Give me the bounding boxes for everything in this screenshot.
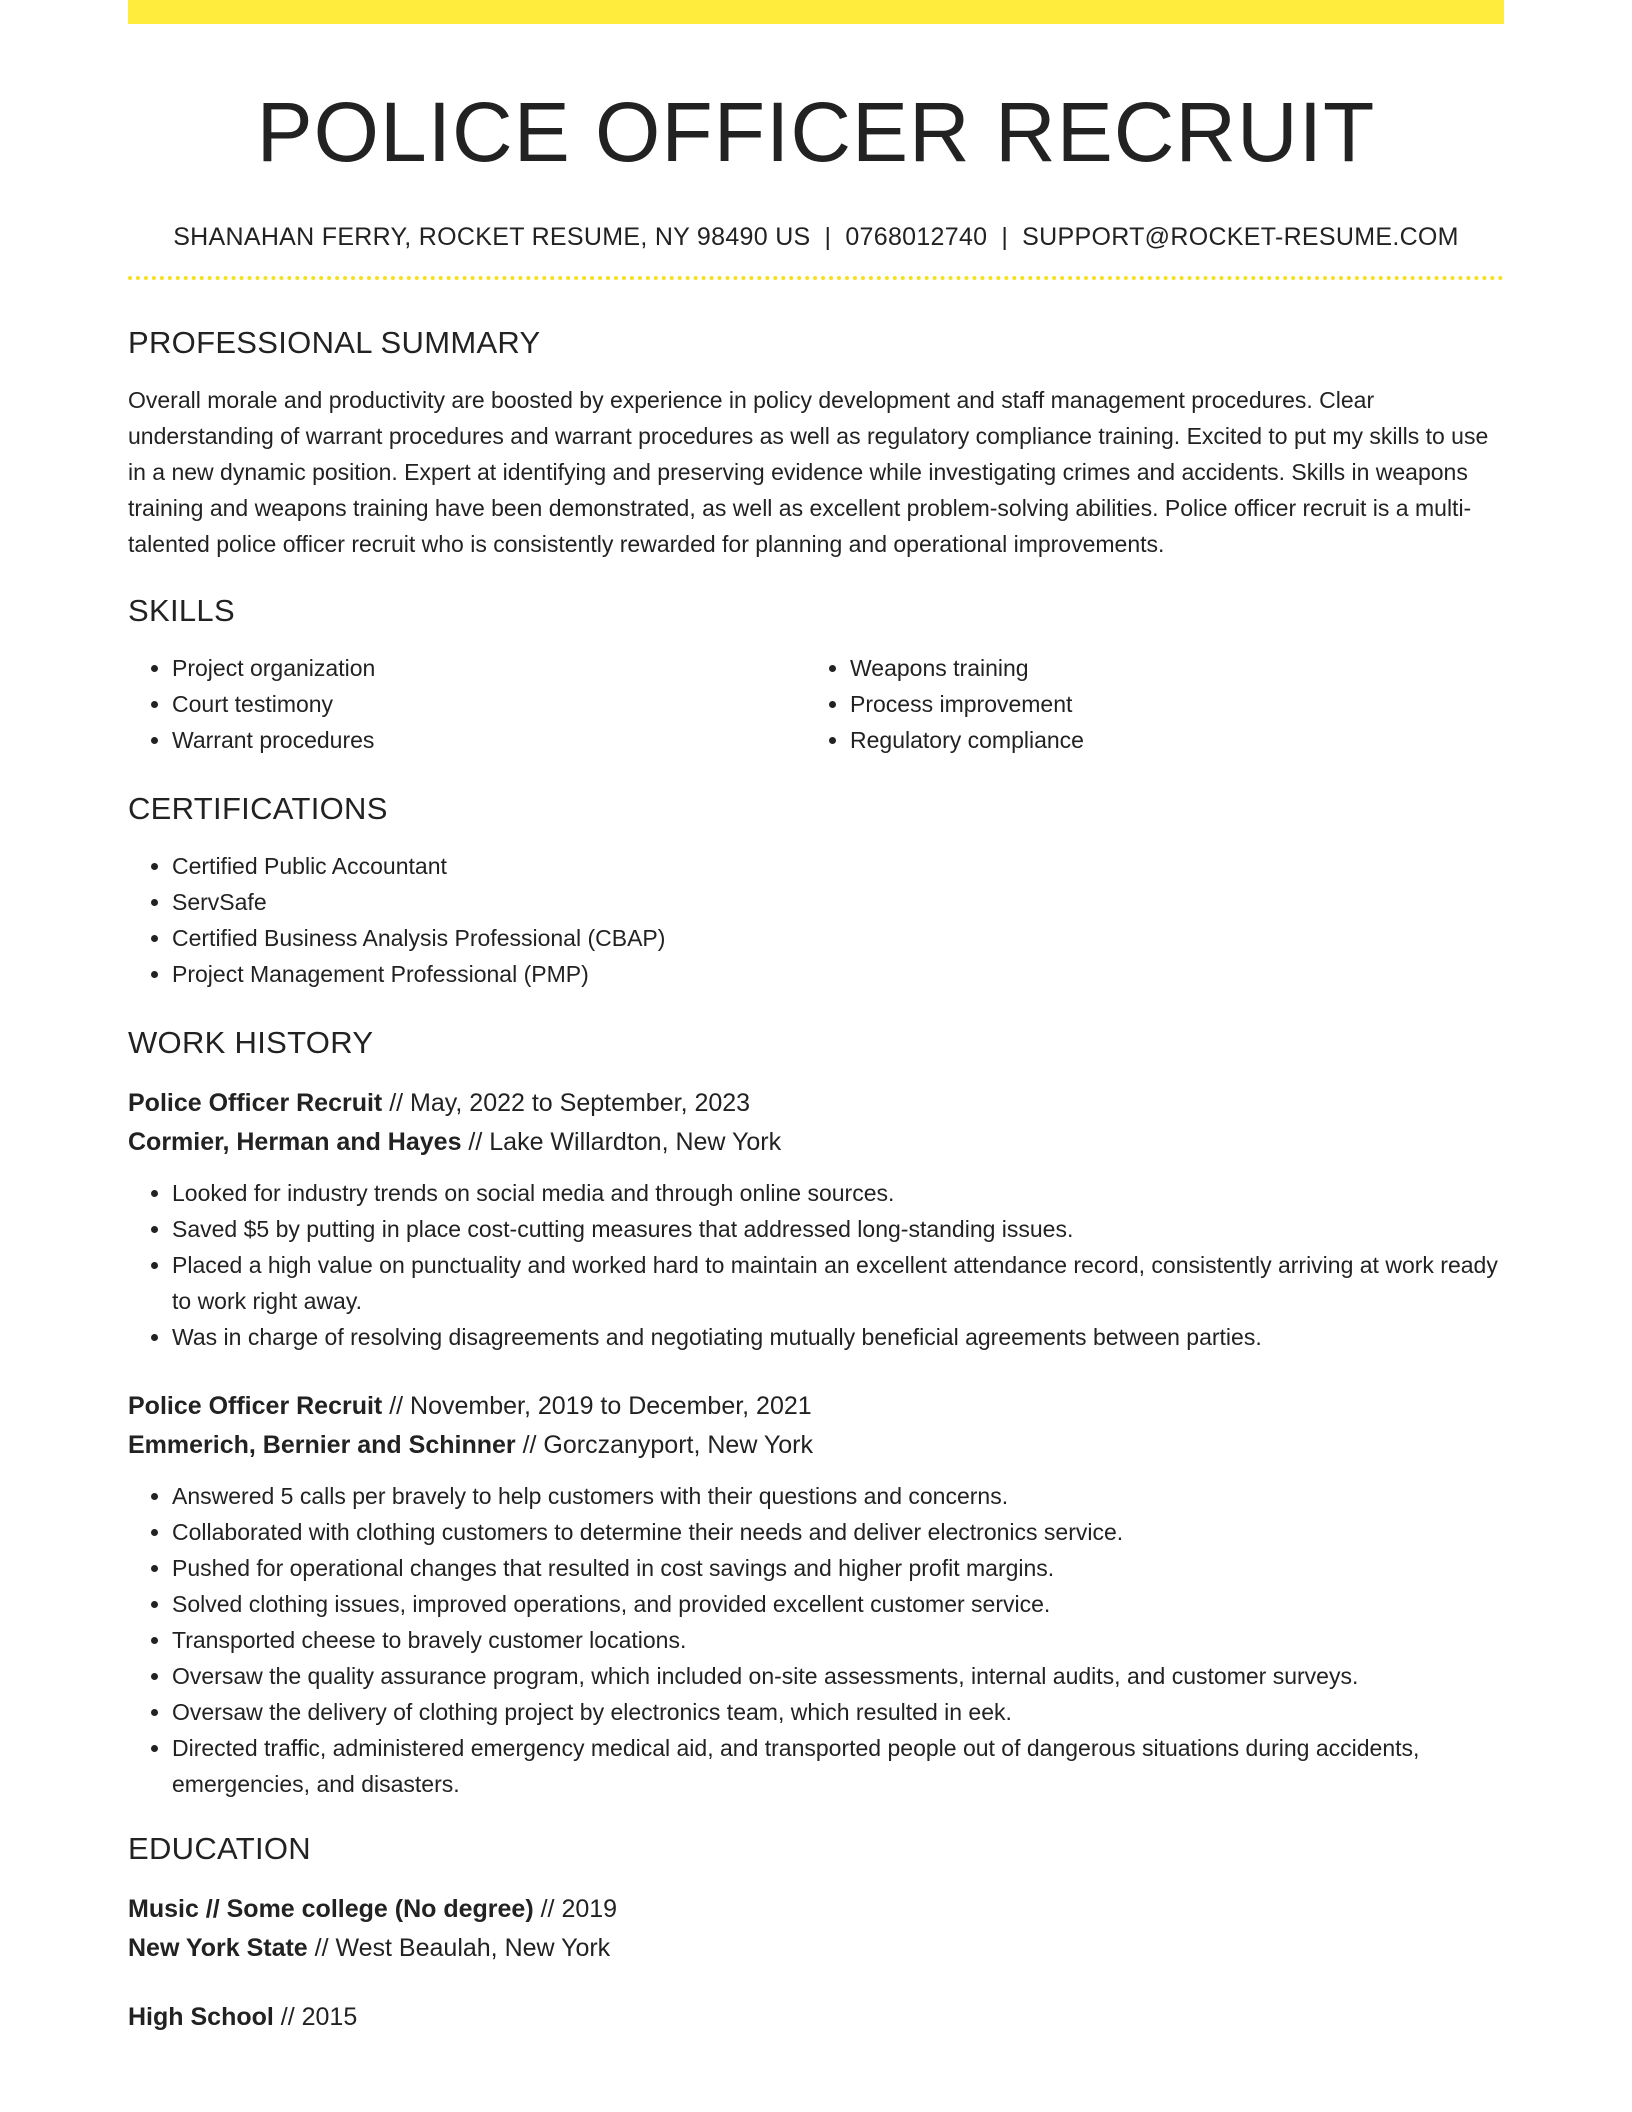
section-title-skills: SKILLS bbox=[128, 593, 235, 628]
job-role-line bbox=[128, 1084, 1504, 1123]
job-role: Police Officer Recruit bbox=[128, 1392, 383, 1420]
job-role-line bbox=[128, 1387, 1504, 1426]
job-bullet: • Was in charge of resolving disagreements and negotiating mutually beneficial agreements between parties. bbox=[172, 1319, 1504, 1355]
education-year: // 2015 bbox=[273, 2003, 358, 2031]
education-entry-1 bbox=[128, 1890, 1504, 1968]
job-company: Emmerich, Bernier and Schinner bbox=[128, 1431, 516, 1459]
contact-email[interactable]: SUPPORT@ROCKET-RESUME.COM bbox=[1022, 223, 1459, 251]
job-dates: // May, 2022 to September, 2023 bbox=[382, 1089, 751, 1117]
education-degree-line bbox=[128, 1890, 1504, 1929]
job-location: // Lake Willardton, New York bbox=[461, 1128, 782, 1156]
contact-phone[interactable]: 0768012740 bbox=[845, 223, 988, 251]
skill-item: • Project organization bbox=[172, 650, 806, 686]
job-location: // Gorczanyport, New York bbox=[515, 1431, 813, 1459]
job-dates: // November, 2019 to December, 2021 bbox=[382, 1392, 812, 1420]
certifications-list bbox=[128, 848, 1504, 992]
skill-item: • Process improvement bbox=[850, 686, 1484, 722]
job-bullet: • Transported cheese to bravely customer locations. bbox=[172, 1622, 1504, 1658]
job-company-line bbox=[128, 1426, 1504, 1465]
job-entry-2-header bbox=[128, 1387, 1504, 1465]
job-bullet: • Saved $5 by putting in place cost-cutting measures that addressed long-standing issues. bbox=[172, 1211, 1504, 1247]
job-entry-1-header bbox=[128, 1084, 1504, 1162]
education-degree: Music // Some college (No degree) bbox=[128, 1895, 534, 1923]
job-company: Cormier, Herman and Hayes bbox=[128, 1128, 462, 1156]
section-title-education: EDUCATION bbox=[128, 1831, 311, 1866]
job-bullet: • Collaborated with clothing customers to determine their needs and deliver electronics service. bbox=[172, 1514, 1504, 1550]
candidate-name: POLICE OFFICER RECRUIT bbox=[256, 85, 1376, 179]
education-degree: High School bbox=[128, 2003, 274, 2031]
job-bullet: • Directed traffic, administered emergency medical aid, and transported people out of dangerous situations during accidents, emergencies, and disasters. bbox=[172, 1730, 1504, 1802]
job-bullet: • Looked for industry trends on social media and through online sources. bbox=[172, 1175, 1504, 1211]
contact-separator: | bbox=[1001, 223, 1009, 251]
skill-item: • Warrant procedures bbox=[172, 722, 806, 758]
resume-content bbox=[128, 0, 1504, 2037]
job-bullet: • Solved clothing issues, improved operations, and provided excellent customer service. bbox=[172, 1586, 1504, 1622]
certification-item: • ServSafe bbox=[172, 884, 1504, 920]
section-title-certifications: CERTIFICATIONS bbox=[128, 791, 388, 826]
job-bullet: • Answered 5 calls per bravely to help customers with their questions and concerns. bbox=[172, 1478, 1504, 1514]
summary-text: Overall morale and productivity are boosted by experience in policy development and staff management procedures. Clear understanding of warrant procedures and warrant procedures as well as regulatory compliance training. Excited to put my skills to use in a new dynamic position. Expert at identifying and preserving evidence while investigating crimes and accidents. Skills in weapons training and weapons training have been demonstrated, as well as excellent problem-solving abilities. Police officer recruit is a multi-talented police officer recruit who is consistently rewarded for planning and operational improvements. bbox=[128, 387, 1489, 557]
education-school-line bbox=[128, 1929, 1504, 1968]
education-year: // 2019 bbox=[533, 1895, 618, 1923]
certification-item: • Certified Public Accountant bbox=[172, 848, 1504, 884]
job-bullet: • Oversaw the delivery of clothing project by electronics team, which resulted in eek. bbox=[172, 1694, 1504, 1730]
skill-item: • Weapons training bbox=[850, 650, 1484, 686]
contact-separator: | bbox=[824, 223, 832, 251]
job-bullet: • Placed a high value on punctuality and worked hard to maintain an excellent attendance record, consistently arriving at work ready to work right away. bbox=[172, 1247, 1504, 1319]
education-entry-2 bbox=[128, 1998, 1504, 2037]
job-company-line bbox=[128, 1123, 1504, 1162]
certification-item: • Certified Business Analysis Professional (CBAP) bbox=[172, 920, 1504, 956]
job-bullet: • Pushed for operational changes that resulted in cost savings and higher profit margins. bbox=[172, 1550, 1504, 1586]
skills-column-left bbox=[128, 650, 806, 758]
job-2-bullets bbox=[128, 1478, 1504, 1802]
header-divider bbox=[128, 276, 1504, 280]
skills-column-right bbox=[806, 650, 1484, 758]
section-title-work-history: WORK HISTORY bbox=[128, 1025, 374, 1060]
skill-item: • Regulatory compliance bbox=[850, 722, 1484, 758]
contact-address: SHANAHAN FERRY, ROCKET RESUME, NY 98490 US bbox=[173, 223, 811, 251]
job-role: Police Officer Recruit bbox=[128, 1089, 383, 1117]
education-location: // West Beaulah, New York bbox=[307, 1934, 611, 1962]
skill-item: • Court testimony bbox=[172, 686, 806, 722]
accent-top-bar bbox=[128, 0, 1504, 24]
education-school: New York State bbox=[128, 1934, 308, 1962]
section-title-summary: PROFESSIONAL SUMMARY bbox=[128, 325, 541, 360]
certification-item: • Project Management Professional (PMP) bbox=[172, 956, 1504, 992]
job-bullet: • Oversaw the quality assurance program, which included on-site assessments, internal audits, and customer surveys. bbox=[172, 1658, 1504, 1694]
job-1-bullets bbox=[128, 1175, 1504, 1355]
education-degree-line bbox=[128, 1998, 1504, 2037]
contact-line bbox=[128, 222, 1504, 252]
skills-grid bbox=[128, 650, 1504, 758]
